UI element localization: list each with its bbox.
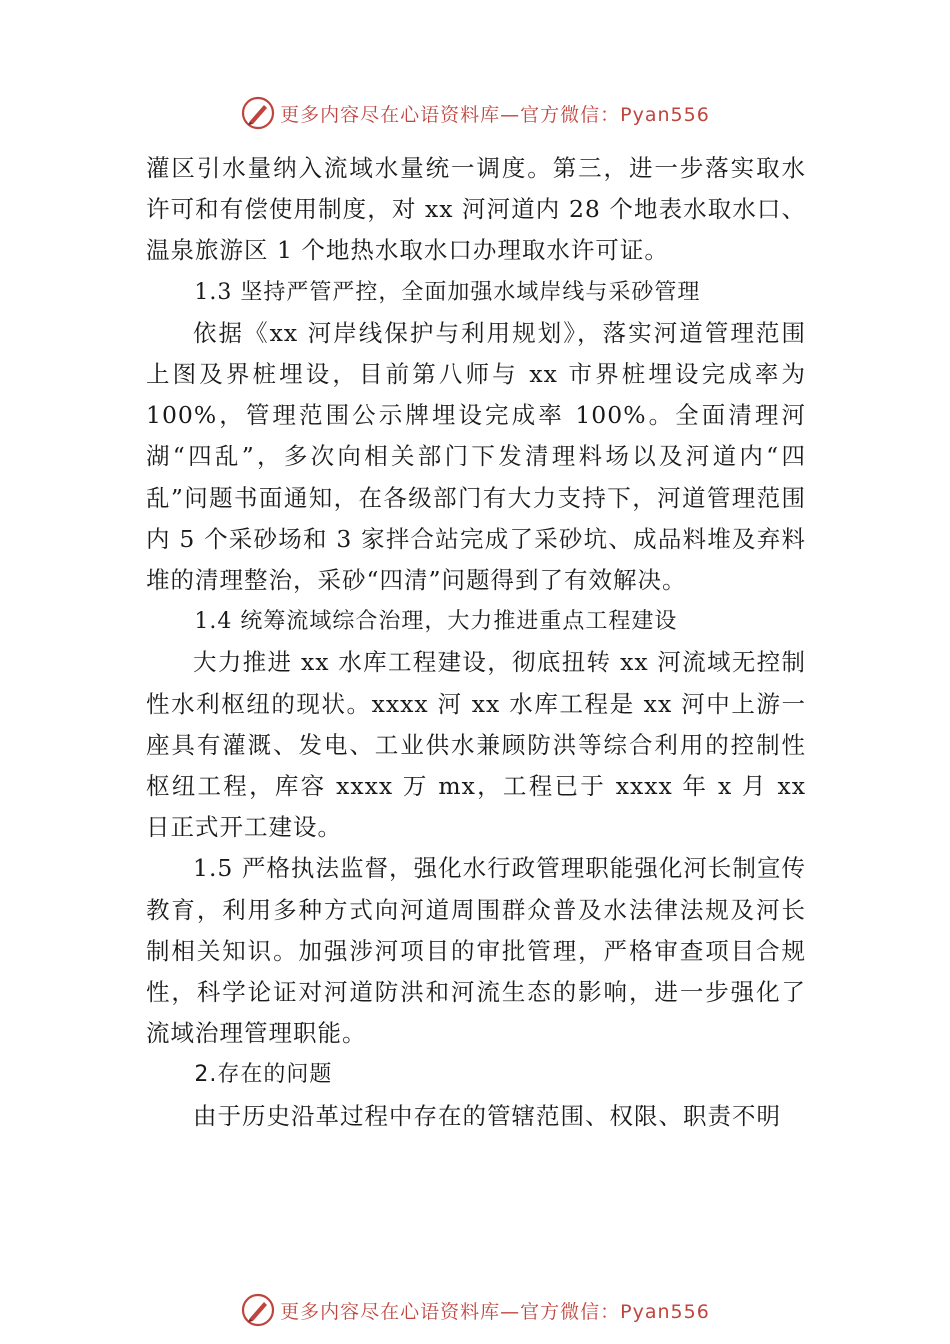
pen-logo-icon	[240, 1292, 276, 1328]
paragraph-problems: 由于历史沿革过程中存在的管辖范围、权限、职责不明	[193, 1101, 781, 1130]
paragraph-law-enforcement: 1.5 严格执法监督，强化水行政管理职能强化河长制宣传教育，利用多种方式向河道周围群众普及水法律法规及河长制相关知识。加强涉河项目的审批管理，严格审查项目合规性，科学论证对河道防洪和河流生态的影响，进一步强化了流域治理管理职能。	[146, 854, 806, 1048]
paragraph-reservoir-construction: 大力推进 xx 水库工程建设，彻底扭转 xx 河流域无控制性水利枢纽的现状。xxxx 河 xx 水库工程是 xx 河中上游一座具有灌溉、发电、工业供水兼顾防洪等综合利用的控制性枢纽工程，库容 xxxx 万 mx，工程已于 xxxx 年 x 月 xx 日正式开工建设。	[146, 648, 806, 842]
heading-1-3: 1.3 坚持严管严控，全面加强水域岸线与采砂管理	[194, 279, 701, 305]
footer-banner-text: 更多内容尽在心语资料库—官方微信：Pyan556	[280, 1300, 710, 1323]
header-banner	[0, 93, 950, 133]
document-body	[146, 148, 806, 1137]
paragraph-water-allocation: 灌区引水量纳入流域水量统一调度。第三，进一步落实取水许可和有偿使用制度，对 xx 河河道内 28 个地表水取水口、温泉旅游区 1 个地热水取水口办理取水许可证。	[146, 154, 806, 265]
header-banner-text: 更多内容尽在心语资料库—官方微信：Pyan556	[280, 103, 710, 126]
footer-banner	[0, 1290, 950, 1330]
paragraph-shoreline-management: 依据《xx 河岸线保护与利用规划》，落实河道管理范围上图及界桩埋设，目前第八师与 xx 市界桩埋设完成率为 100%，管理范围公示牌埋设完成率 100%。全面清理河湖“四乱”，多次向相关部门下发清理料场以及河道内“四乱”问题书面通知，在各级部门有大力支持下，河道管理范围内 5 个采砂场和 3 家拌合站完成了采砂坑、成品料堆及弃料堆的清理整治，采砂“四清”问题得到了有效解决。	[146, 318, 806, 595]
heading-1-4: 1.4 统筹流域综合治理，大力推进重点工程建设	[194, 609, 678, 635]
pen-logo-icon	[240, 95, 276, 131]
heading-2-problems: 2.存在的问题	[194, 1062, 333, 1088]
